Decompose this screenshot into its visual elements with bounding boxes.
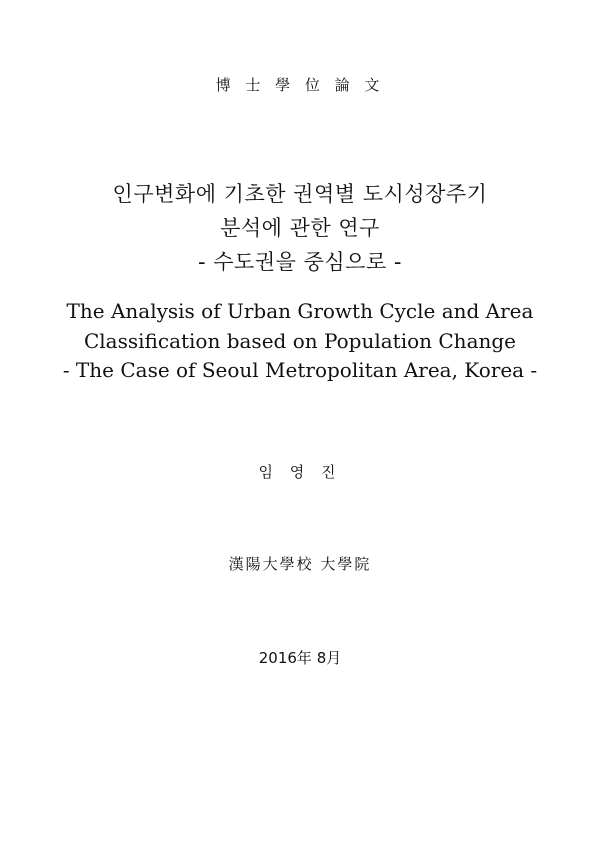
author-name: 임 영 진 (258, 463, 342, 481)
english-title-line-1: The Analysis of Urban Growth Cycle and Area (66, 299, 534, 323)
korean-subtitle: - 수도권을 중심으로 - (198, 250, 402, 274)
degree-label: 博 士 學 位 論 文 (215, 76, 385, 94)
korean-title-line-2: 분석에 관한 연구 (220, 216, 380, 240)
english-subtitle: - The Case of Seoul Metropolitan Area, Korea - (62, 358, 538, 382)
english-title-line-2: Classification based on Population Change (83, 329, 517, 353)
submission-date: 2016年 8月 (258, 649, 342, 667)
korean-title-line-1: 인구변화에 기초한 권역별 도시성장주기 (112, 182, 488, 206)
school-name: 漢陽大學校 大學院 (228, 555, 372, 573)
